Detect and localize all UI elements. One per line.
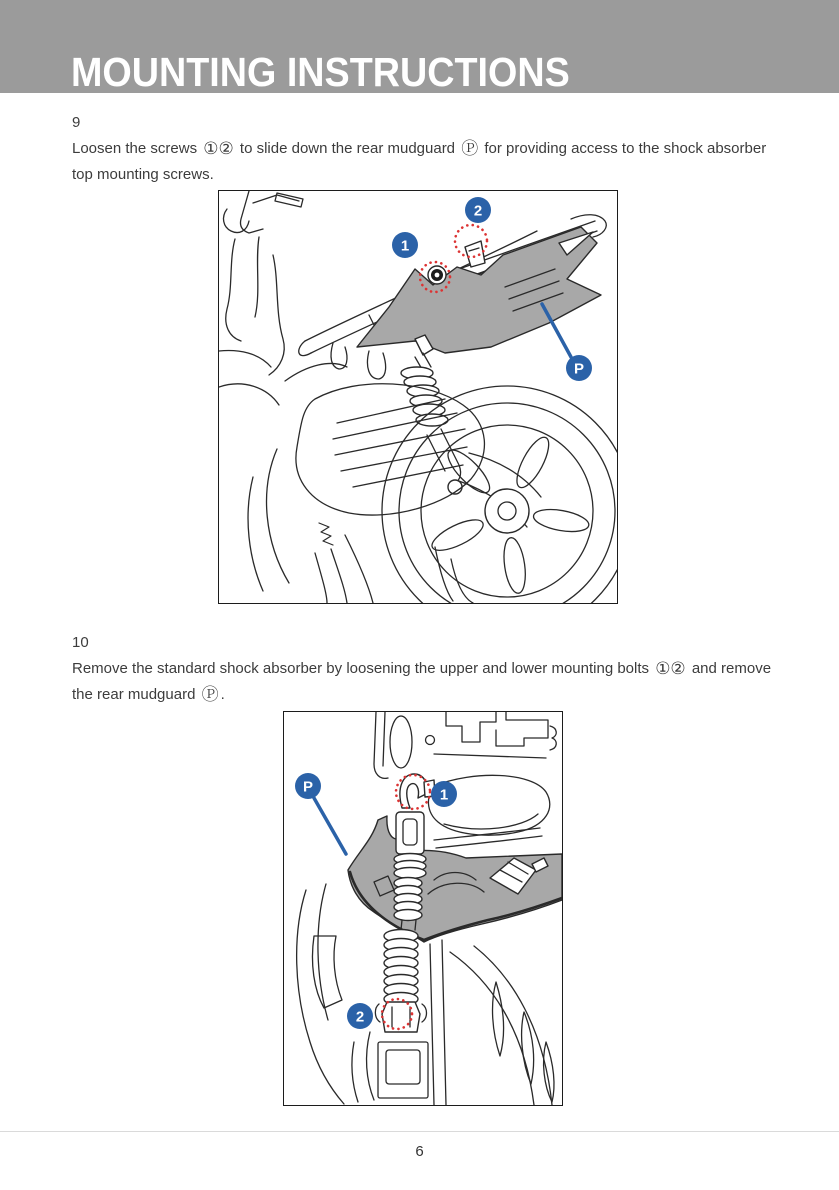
header-band: [0, 0, 839, 93]
svg-text:1: 1: [439, 786, 449, 804]
svg-text:P: P: [573, 360, 585, 378]
figure-2-canvas: [284, 712, 562, 1105]
figure-2-shock-absorber: [283, 711, 563, 1106]
figure-1-rear-mudguard: [218, 190, 618, 604]
svg-text:2: 2: [473, 202, 483, 220]
step-10-text: Remove the standard shock absorber by loosening the upper and lower mounting bolts ①② and remove the rear mudguard Ⓟ .: [72, 659, 772, 705]
badge-2-marker: [465, 197, 491, 223]
kickstand-lines: [248, 449, 473, 603]
step-10-number: 10: [72, 634, 89, 651]
mudguard-bracket: [465, 241, 485, 267]
mudguard-screw: [428, 266, 446, 284]
step-9-number: 9: [72, 114, 81, 131]
badge-p-marker-2: [295, 773, 321, 799]
svg-text:P: P: [302, 778, 314, 796]
circled-p-2: Ⓟ: [201, 685, 219, 705]
page-number: 6: [415, 1143, 424, 1160]
p-leader-line-2: [314, 798, 346, 854]
mudguard-panel-2: [348, 816, 562, 942]
svg-text:1: 1: [400, 237, 410, 255]
badge-1-marker: [392, 232, 418, 258]
badge-p-marker: [566, 355, 592, 381]
step-10: [72, 630, 772, 708]
badge-2-marker-2: [347, 1003, 373, 1029]
step-9-text: Loosen the screws ①② to slide down the rear mudguard Ⓟ for providing access to the shock absorber top mounting screws.: [72, 139, 767, 183]
page-title: MOUNTING INSTRUCTIONS: [71, 49, 570, 93]
footer-divider: [0, 1131, 839, 1132]
svg-text:2: 2: [355, 1008, 365, 1026]
circled-p: Ⓟ: [461, 139, 479, 159]
circled-screw-numbers: ①②: [203, 139, 234, 159]
badge-1-marker-2: [431, 781, 457, 807]
figure-1-canvas: [219, 191, 617, 603]
step-9: [72, 110, 772, 188]
circled-bolt-numbers: ①②: [655, 659, 686, 679]
